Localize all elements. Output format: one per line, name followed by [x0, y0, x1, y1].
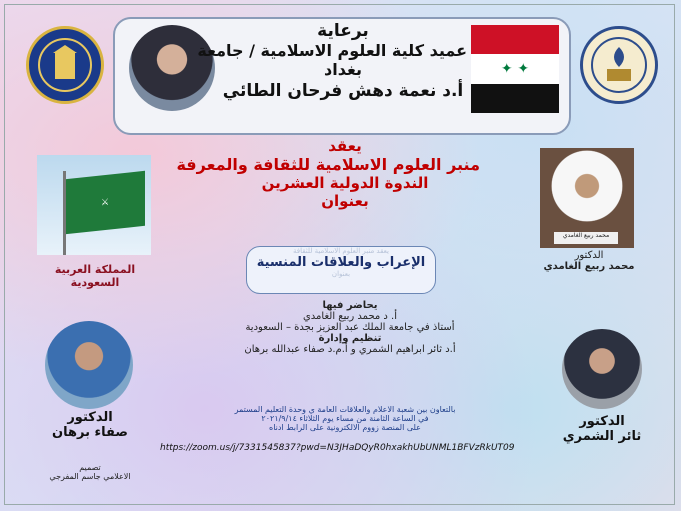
speaker-photo: [540, 148, 634, 248]
footer-line-1: بالتعاون بين شعبة الاعلام والعلاقات العامة ي وحدة التعليم المستمر: [234, 405, 456, 414]
thaer-shammari-photo: [562, 329, 642, 409]
right-person-title: الدكتور: [579, 414, 625, 429]
emblem-icon: [35, 35, 95, 95]
lecturer-name: أ. د محمد ربيع الغامدي: [302, 311, 398, 322]
event-line-4: بعنوان: [321, 192, 369, 210]
flag-takbir-icon: ✦ ✦: [500, 60, 530, 77]
dean-photo: [129, 25, 215, 111]
seminar-title: الإعراب والعلاقات المنسية: [256, 255, 426, 270]
title-faded-bottom: بعنوان: [331, 270, 351, 278]
sponsor-box: [113, 17, 571, 135]
footer-line-3: على المنصة زووم الالكترونية على الرابط ادناه: [269, 423, 421, 432]
sponsor-line-1: برعاية: [317, 21, 369, 41]
sponsor-line-2: عميد كلية العلوم الاسلامية / جامعة: [197, 41, 467, 60]
organizers-heading: تنظيم وإدارة: [318, 333, 382, 344]
saudi-emblem-icon: ⚔: [100, 197, 110, 208]
lecturer-heading: يحاضر فيها: [322, 300, 378, 311]
speaker-nameplate: محمد ربيع الغامدي: [554, 232, 618, 244]
design-heading: تصميم: [79, 463, 101, 472]
speaker-name: محمد ربيع الغامدي: [543, 261, 635, 272]
designer-name: الاعلامي جاسم المفرجي: [49, 472, 131, 481]
saudi-flag-photo: [37, 155, 151, 255]
left-person-name: صفاء برهان: [52, 425, 128, 440]
iraq-flag: [471, 25, 559, 113]
zoom-link[interactable]: https://zoom.us/j/7331545837?pwd=N3JHaDQyR0hxakhUbUNML1BFVzRkUT09: [160, 443, 515, 453]
saudi-caption: المملكة العربية السعودية: [54, 263, 136, 289]
organizers: أ.د ثائر ابراهيم الشمري و أ.م.د صفاء عبدالله برهان: [244, 344, 456, 355]
safaa-burhan-photo: [45, 321, 133, 409]
seminar-title-box: [246, 246, 436, 294]
event-line-3: الندوة الدولية العشرين: [261, 174, 429, 192]
title-faded-top: يعقد منبر العلوم الاسلامية للثقافة: [293, 247, 389, 255]
right-person-name: ثائر الشمري: [562, 429, 642, 444]
event-line-2: منبر العلوم الاسلامية للثقافة والمعرفة: [176, 155, 480, 174]
faculty-logo: [580, 26, 658, 104]
dean-name: أ.د نعمة دهش فرحان الطائي: [222, 81, 464, 101]
left-person-title: الدكتور: [67, 410, 113, 425]
emblem-icon: [589, 35, 649, 95]
sponsor-line-3: بغداد: [324, 60, 362, 79]
footer-line-2: في الساعة الثامنة من مساء يوم الثلاثاء ٢٠٢١/٩/١٤: [261, 414, 429, 423]
lecturer-position: أستاذ في جامعة الملك عبد العزيز بجدة – السعودية: [245, 322, 455, 333]
university-baghdad-logo: [26, 26, 104, 104]
event-line-1: يعقد: [328, 137, 362, 155]
speaker-title: الدكتور: [574, 250, 604, 261]
